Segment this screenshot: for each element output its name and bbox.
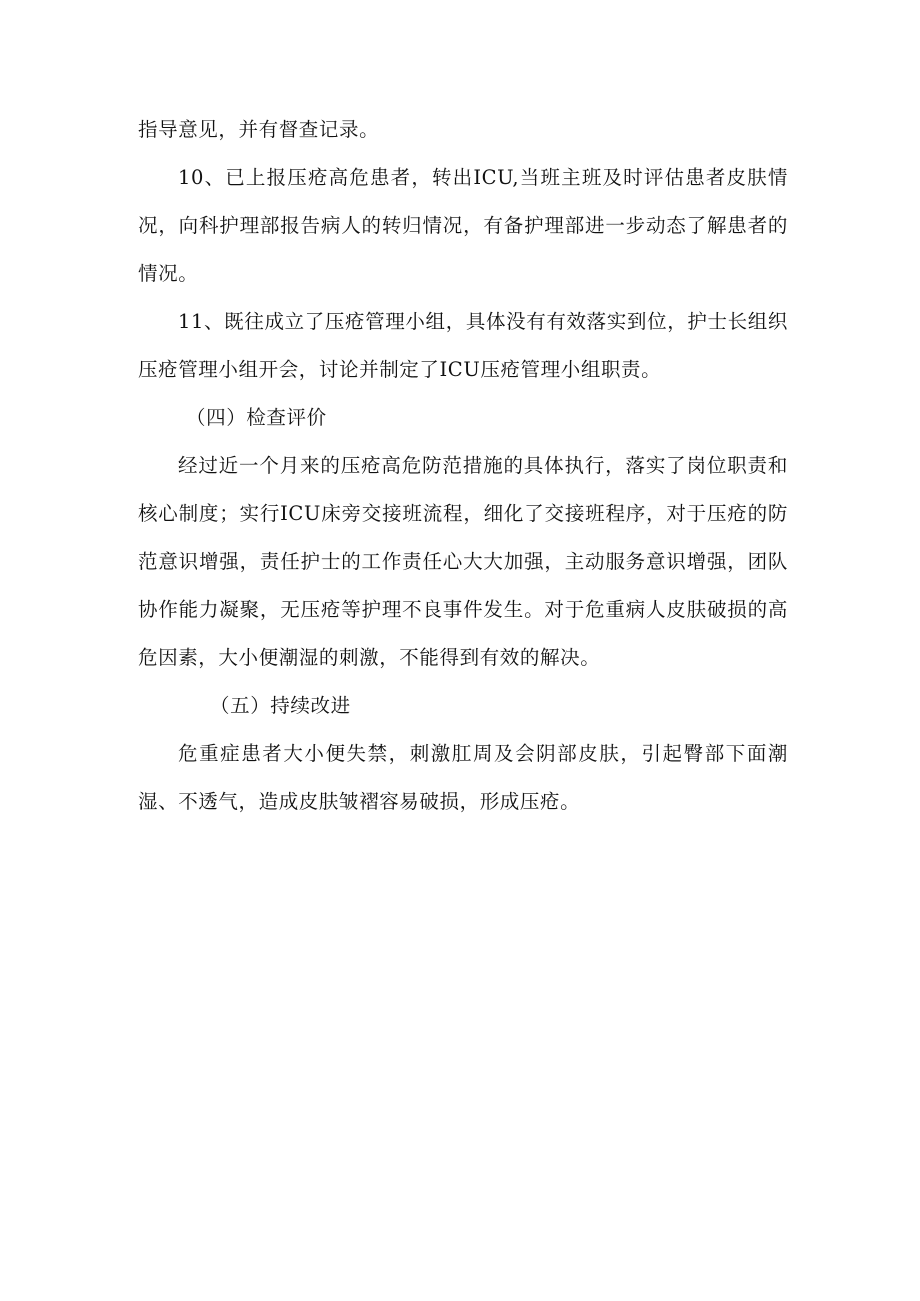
section-heading-evaluation: （四）检查评价 <box>186 406 327 429</box>
paragraph-continuation: 指导意见，并有督查记录。 <box>138 118 380 141</box>
section-heading-improvement: （五）持续改进 <box>210 694 351 717</box>
paragraph-item-10: 10、已上报压疮高危患者，转出ICU,当班主班及时评估患者皮肤情况，向科护理部报告病人的转归情况，有备护理部进一步动态了解患者的情况。 <box>138 166 788 285</box>
paragraph-evaluation: 经过近一个月来的压疮高危防范措施的具体执行，落实了岗位职责和核心制度；实行ICU床旁交接班流程，细化了交接班程序，对于压疮的防范意识增强，责任护士的工作责任心大大加强，主动服务意识增强，团队协作能力凝聚，无压疮等护理不良事件发生。对于危重病人皮肤破损的高危因素，大小便潮湿的刺激，不能得到有效的解决。 <box>138 454 788 669</box>
paragraph-improvement: 危重症患者大小便失禁，刺激肛周及会阴部皮肤，引起臀部下面潮湿、不透气，造成皮肤皱褶容易破损，形成压疮。 <box>138 742 788 813</box>
paragraph-item-11: 11、既往成立了压疮管理小组，具体没有有效落实到位，护士长组织压疮管理小组开会，讨论并制定了ICU压疮管理小组职责。 <box>138 310 788 381</box>
